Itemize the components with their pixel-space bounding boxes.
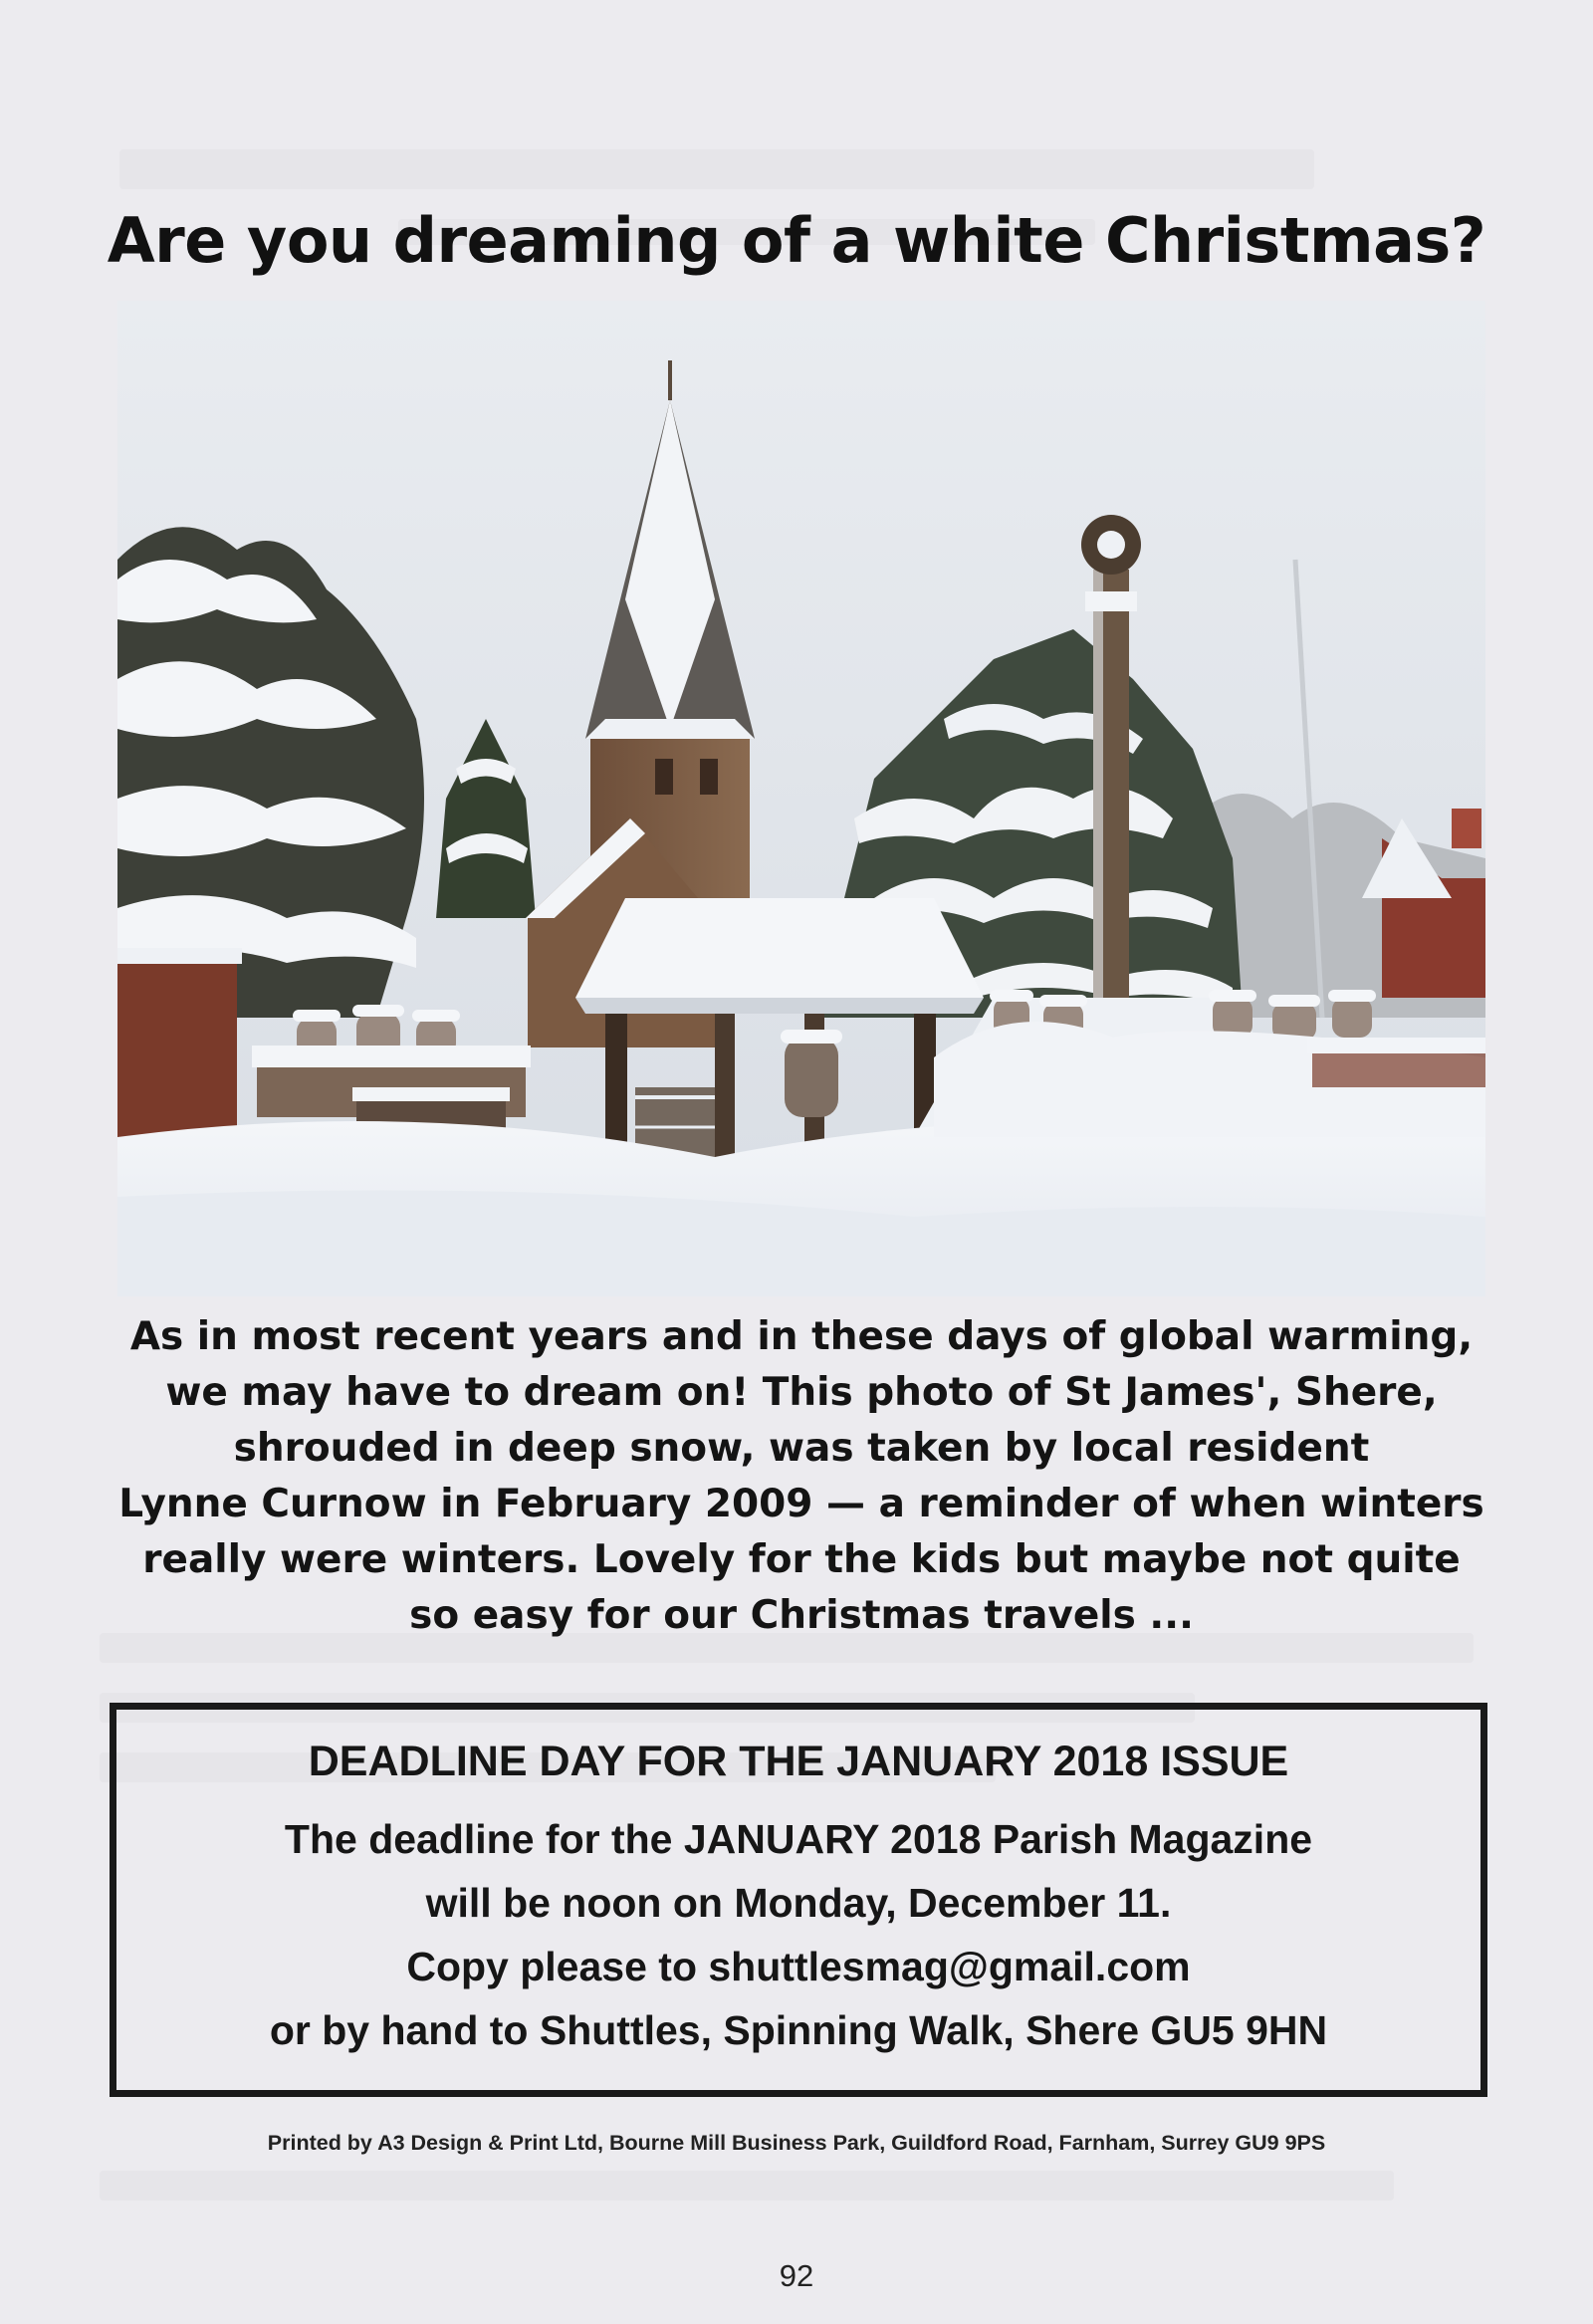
deadline-notice-box [110, 1703, 1487, 2097]
church-snow-photo [117, 301, 1485, 1296]
deadline-heading: DEADLINE DAY FOR THE JANUARY 2018 ISSUE [308, 1738, 1289, 1785]
deadline-address-line: or by hand to Shuttles, Spinning Walk, Shere GU5 9HN [269, 2007, 1328, 2053]
photo-caption [110, 1309, 1493, 1644]
caption-line: so easy for our Christmas travels ... [409, 1593, 1194, 1638]
page-number: 92 [779, 2258, 814, 2293]
deadline-line: The deadline for the JANUARY 2018 Parish Magazine [284, 1816, 1313, 1862]
deadline-line: will be noon on Monday, December 11. [425, 1880, 1172, 1926]
caption-line: As in most recent years and in these days of global warming, [129, 1314, 1474, 1359]
caption-line: really were winters. Lovely for the kids but maybe not quite [142, 1537, 1461, 1582]
deadline-body [116, 1807, 1480, 2062]
deadline-email-line: Copy please to shuttlesmag@gmail.com [406, 1944, 1191, 1989]
caption-line: we may have to dream on! This photo of St James', Shere, [165, 1370, 1438, 1415]
photo-illustration [117, 301, 1485, 1296]
caption-line: Lynne Curnow in February 2009 — a reminder of when winters [118, 1482, 1484, 1526]
page-title: Are you dreaming of a white Christmas? [107, 204, 1486, 277]
printer-credit: Printed by A3 Design & Print Ltd, Bourne Mill Business Park, Guildford Road, Farnham, Surrey GU9 9PS [267, 2131, 1326, 2155]
caption-line: shrouded in deep snow, was taken by local resident [233, 1426, 1370, 1471]
